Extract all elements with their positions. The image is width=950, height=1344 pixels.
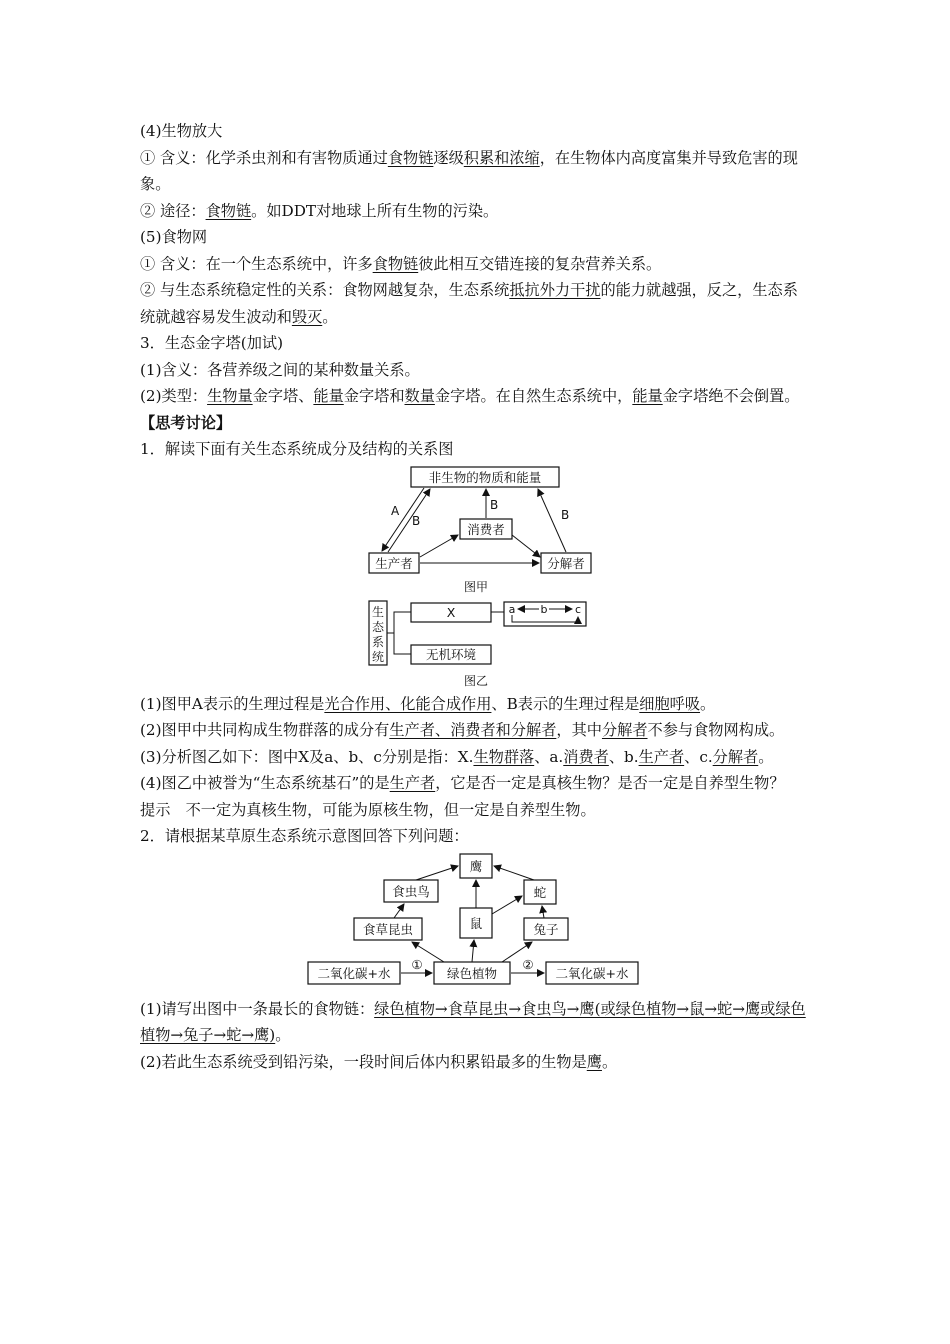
text: 、c.: [684, 747, 713, 766]
text: 。如DDT对地球上所有生物的污染。: [251, 201, 499, 220]
c-label: c: [574, 602, 582, 616]
text: 、b.: [608, 747, 639, 766]
document-body: [140, 118, 812, 1075]
label-b: B: [490, 497, 499, 512]
answer-blank: 食物链: [372, 254, 419, 273]
hint: 提示 不一定为真核生物，可能为原核生物，但一定是自养型生物。: [140, 800, 596, 819]
text: ，它是否一定是真核生物？是否一定是自养型生物？: [435, 774, 785, 792]
arrow-snake-eagle: [494, 866, 534, 880]
b-label: b: [540, 602, 548, 616]
eagle-label: 鹰: [469, 858, 483, 874]
ecosystem-char: 生: [371, 604, 385, 619]
rabbit-label: 兔子: [533, 921, 559, 937]
figure-food-web: [306, 852, 646, 996]
text: (2)类型：: [140, 387, 208, 405]
bird-label: 食虫鸟: [392, 883, 430, 899]
label-b: B: [412, 513, 421, 528]
producer-label: 生产者: [375, 555, 413, 571]
answer: [140, 744, 812, 771]
answer-blank: 抵抗外力干扰: [509, 281, 601, 299]
text: 彼此相互交错连接的复杂营养关系。: [418, 254, 662, 273]
answer-blank: 食物链: [387, 148, 434, 167]
figure-caption: 图甲: [463, 579, 489, 594]
ecosystem-char: 态: [371, 619, 385, 634]
question: 1．解读下面有关生态系统成分及结构的关系图: [140, 440, 454, 458]
answer-blank: 毁灭: [291, 307, 323, 326]
text: 。: [601, 1052, 618, 1071]
answer-blank: 能量: [632, 387, 663, 405]
answer-blank: 生产者: [389, 774, 436, 792]
arrow-b-producer: [388, 489, 430, 552]
text: 的能力就越强，反之，生态系统就越容易发生波动和: [140, 281, 798, 326]
figure-ecosystem-structure: [356, 465, 596, 691]
answer: [140, 1049, 812, 1076]
arrow-producer-consumer: [420, 535, 458, 557]
answer-blank: 生物量: [207, 387, 253, 405]
arrow-consumer-decomposer: [512, 535, 540, 557]
a-label: a: [508, 602, 516, 616]
arrow-mouse-snake: [492, 896, 522, 914]
answer-blank: 分解者: [712, 747, 759, 766]
answer-blank: 能量: [313, 387, 344, 405]
process-number: ②: [522, 956, 534, 972]
decomposer-label: 分解者: [547, 555, 585, 571]
answer-blank: 鹰: [586, 1052, 602, 1071]
text: 。: [700, 694, 716, 713]
paragraph: [140, 145, 812, 198]
answer-blank: 生产者: [638, 747, 685, 766]
answer-blank: 积累和浓缩: [463, 148, 540, 167]
mouse-label: 鼠: [469, 915, 483, 931]
x-label: X: [446, 604, 456, 620]
text: (2)若此生态系统受到铅污染，一段时间后体内积累铅最多的生物是: [140, 1052, 587, 1071]
text: 金字塔和: [343, 387, 405, 405]
arrow-insect-bird: [394, 904, 404, 918]
co2-right-label: 二氧化碳+水: [555, 965, 629, 981]
insect-label: 食草昆虫: [362, 921, 414, 937]
arrow-rabbit-snake: [542, 906, 544, 918]
arrow-bird-eagle: [416, 866, 458, 880]
ecosystem-char: 系: [371, 634, 385, 649]
section-heading: (5)食物网: [140, 228, 208, 246]
bracket-line: [387, 612, 411, 633]
text: 。: [275, 1026, 291, 1044]
text: (1)请写出图中一条最长的食物链：: [140, 999, 375, 1018]
text: ① 含义：化学杀虫剂和有害物质通过: [140, 148, 388, 167]
answer-blank: 食物链: [205, 201, 252, 220]
answer-blank: 消费者: [563, 747, 609, 766]
text: 。: [322, 307, 338, 326]
text: 。: [758, 747, 774, 766]
figure-caption: 图乙: [463, 673, 489, 688]
text: 、B表示的生理过程是: [491, 694, 640, 713]
text: ① 含义：在一个生态系统中，许多: [140, 254, 373, 273]
bracket-line: [394, 633, 411, 654]
paragraph: [140, 277, 812, 330]
text: 不参与食物网构成。: [647, 721, 785, 739]
answer-blank: 生物群落: [473, 747, 535, 766]
text: ，其中: [556, 721, 602, 739]
answer-blank: 生产者、消费者和分解者: [389, 721, 557, 739]
text: (3)分析图乙如下：图中X及a、b、c分别是指：X.: [140, 747, 474, 766]
paragraph: [140, 383, 812, 410]
ecosystem-char: 统: [371, 649, 385, 664]
text: ② 与生态系统稳定性的关系：食物网越复杂，生态系统: [140, 281, 510, 299]
label-a: A: [391, 503, 400, 518]
answer-blank: 数量: [404, 387, 435, 405]
answer: [140, 996, 812, 1049]
co2-left-label: 二氧化碳+水: [317, 965, 391, 981]
discussion-heading: 【思考讨论】: [140, 413, 232, 432]
text: ，在生物体内高度富集并导致危害的现象。: [140, 148, 798, 193]
question: 2．请根据某草原生态系统示意图回答下列问题：: [140, 827, 469, 845]
paragraph: (1)含义：各营养级之间的某种数量关系。: [140, 360, 420, 379]
text: ② 途径：: [140, 201, 206, 220]
answer-blank: 细胞呼吸: [639, 694, 701, 713]
text: 金字塔绝不会倒置。: [662, 387, 800, 405]
consumer-label: 消费者: [467, 521, 505, 537]
abiotic-label: 非生物的物质和能量: [428, 469, 542, 485]
environment-label: 无机环境: [425, 646, 477, 662]
text: 逐级: [433, 148, 464, 167]
text: (4)图乙中被誉为“生态系统基石”的是: [140, 774, 390, 792]
section-heading: 3．生态金字塔(加试): [140, 334, 284, 352]
text: (1)图甲A表示的生理过程是: [140, 694, 325, 713]
answer-blank: 绿色植物→食草昆虫→食虫鸟→鹰(或绿色植物→鼠→蛇→鹰或绿色植物→兔子→蛇→鹰): [140, 999, 806, 1044]
plant-label: 绿色植物: [446, 965, 498, 981]
answer: [140, 717, 812, 744]
text: 、a.: [534, 747, 564, 766]
paragraph: [140, 251, 812, 278]
snake-label: 蛇: [533, 884, 547, 900]
text: (2)图甲中共同构成生物群落的成分有: [140, 721, 390, 739]
answer: [140, 770, 812, 797]
arrow-plant-mouse: [472, 940, 474, 962]
answer: [140, 691, 812, 718]
process-number: ①: [411, 956, 423, 972]
text: 金字塔、: [252, 387, 314, 405]
paragraph: [140, 198, 812, 225]
text: 金字塔。在自然生态系统中，: [434, 387, 633, 405]
section-heading: (4)生物放大: [140, 122, 223, 140]
label-b: B: [561, 507, 570, 522]
answer-blank: 分解者: [601, 721, 648, 739]
answer-blank: 光合作用、化能合成作用: [324, 694, 492, 713]
